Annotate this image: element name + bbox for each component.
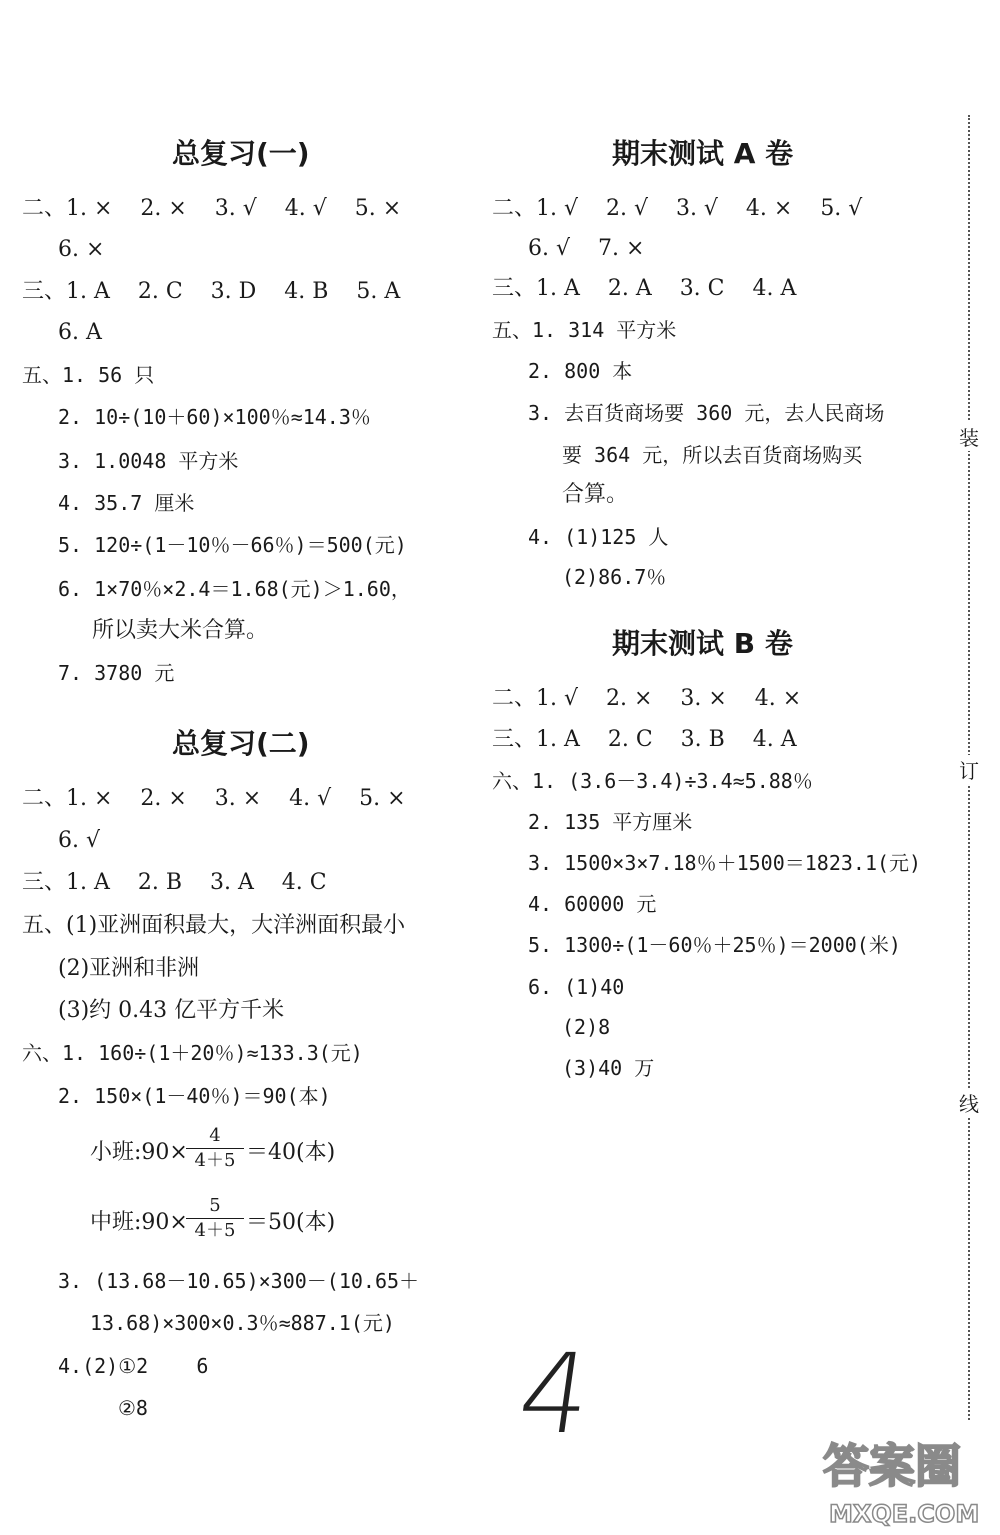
handwritten-page-number: 4 (511, 1330, 599, 1458)
answer-line: (3)40 万 (562, 1056, 655, 1080)
answer-line: ②8 (118, 1396, 148, 1420)
answer-line: 三、1. A 2. A 3. C 4. A (492, 276, 797, 301)
answer-line: 合算。 (562, 482, 629, 507)
answer-line: 二、1. × 2. × 3. √ 4. √ 5. × (22, 196, 402, 221)
fraction-numerator: 5 (186, 1196, 244, 1219)
answer-line: 二、1. √ 2. × 3. × 4. × (492, 686, 802, 711)
answer-line: 二、1. × 2. × 3. × 4. √ 5. × (22, 786, 406, 811)
fraction-denominator: 4＋5 (194, 1150, 236, 1171)
fraction-prefix: 中班:90× (90, 1210, 188, 1235)
answer-line: 13.68)×300×0.3％≈887.1(元) (90, 1311, 395, 1335)
answer-line: 6. √ 7. × (528, 236, 645, 261)
watermark-url-text: MXQE.COM (829, 1500, 980, 1528)
section-title-test-b: 期末测试 B 卷 (612, 627, 793, 660)
answer-line: (3)约 0.43 亿平方千米 (58, 998, 285, 1023)
fraction-numerator: 4 (186, 1126, 244, 1149)
answer-line: 2. 10÷(10＋60)×100％≈14.3％ (58, 405, 371, 429)
answer-line: 6. 1×70％×2.4＝1.68(元)＞1.60， (58, 577, 411, 601)
answer-line: 5. 1300÷(1－60％＋25％)＝2000(米) (528, 933, 901, 957)
answer-line: 6. (1)40 (528, 975, 625, 999)
answer-line: 3. 去百货商场要 360 元，去人民商场 (528, 401, 885, 425)
fraction-suffix: ＝40(本) (246, 1140, 336, 1165)
watermark-logo (815, 1430, 995, 1530)
answer-line: 3. (13.68－10.65)×300－(10.65＋ (58, 1269, 420, 1293)
binding-char-xian: 线 (958, 1088, 980, 1117)
answer-line: 4. 60000 元 (528, 892, 657, 916)
answer-line: 二、1. √ 2. √ 3. √ 4. × 5. √ (492, 196, 863, 221)
answer-line: 六、1. (3.6－3.4)÷3.4≈5.88％ (492, 769, 813, 793)
answer-line: 六、1. 160÷(1＋20％)≈133.3(元) (22, 1041, 363, 1065)
answer-line: 4.(2)①2 6 (58, 1354, 209, 1378)
answer-line: 6. √ (58, 828, 101, 853)
watermark-main-text: 答案圈 (823, 1439, 961, 1493)
answer-line: 五、1. 56 只 (22, 363, 155, 387)
fraction-middle-class (186, 1196, 244, 1241)
answer-line: 3. 1.0048 平方米 (58, 449, 239, 473)
section-title-review-1: 总复习(一) (172, 137, 310, 170)
fraction-small-class (186, 1126, 244, 1171)
answer-line: (2)8 (562, 1015, 611, 1039)
answer-line: 三、1. A 2. C 3. B 4. A (492, 727, 797, 752)
section-title-test-a: 期末测试 A 卷 (612, 137, 794, 170)
answer-line: 4. (1)125 人 (528, 525, 669, 549)
section-title-review-2: 总复习(二) (172, 727, 310, 760)
answer-line: 7. 3780 元 (58, 661, 175, 685)
answer-line: 6. A (58, 320, 102, 345)
answer-line: 所以卖大米合算。 (92, 618, 269, 643)
binding-char-zhuang: 装 (958, 422, 980, 451)
fraction-denominator: 4＋5 (194, 1220, 236, 1241)
answer-line: 6. × (58, 237, 105, 262)
answer-line: 三、1. A 2. C 3. D 4. B 5. A (22, 279, 401, 304)
answer-line: 2. 150×(1－40％)＝90(本) (58, 1084, 331, 1108)
answer-line: 五、1. 314 平方米 (492, 318, 677, 342)
answer-line: 三、1. A 2. B 3. A 4. C (22, 870, 327, 895)
answer-line: 2. 135 平方厘米 (528, 810, 693, 834)
answer-line: (2)86.7％ (562, 565, 667, 589)
answer-line: 3. 1500×3×7.18％＋1500＝1823.1(元) (528, 851, 922, 875)
binding-char-ding: 订 (958, 755, 980, 784)
answer-line: (2)亚洲和非洲 (58, 956, 200, 981)
fraction-suffix: ＝50(本) (246, 1210, 336, 1235)
answer-line: 5. 120÷(1－10％－66％)＝500(元) (58, 533, 407, 557)
answer-line: 4. 35.7 厘米 (58, 491, 195, 515)
fraction-prefix: 小班:90× (90, 1140, 188, 1165)
answer-line: 2. 800 本 (528, 359, 633, 383)
answer-line: 五、(1)亚洲面积最大，大洋洲面积最小 (22, 913, 406, 938)
answer-line: 要 364 元，所以去百货商场购买 (562, 443, 863, 467)
